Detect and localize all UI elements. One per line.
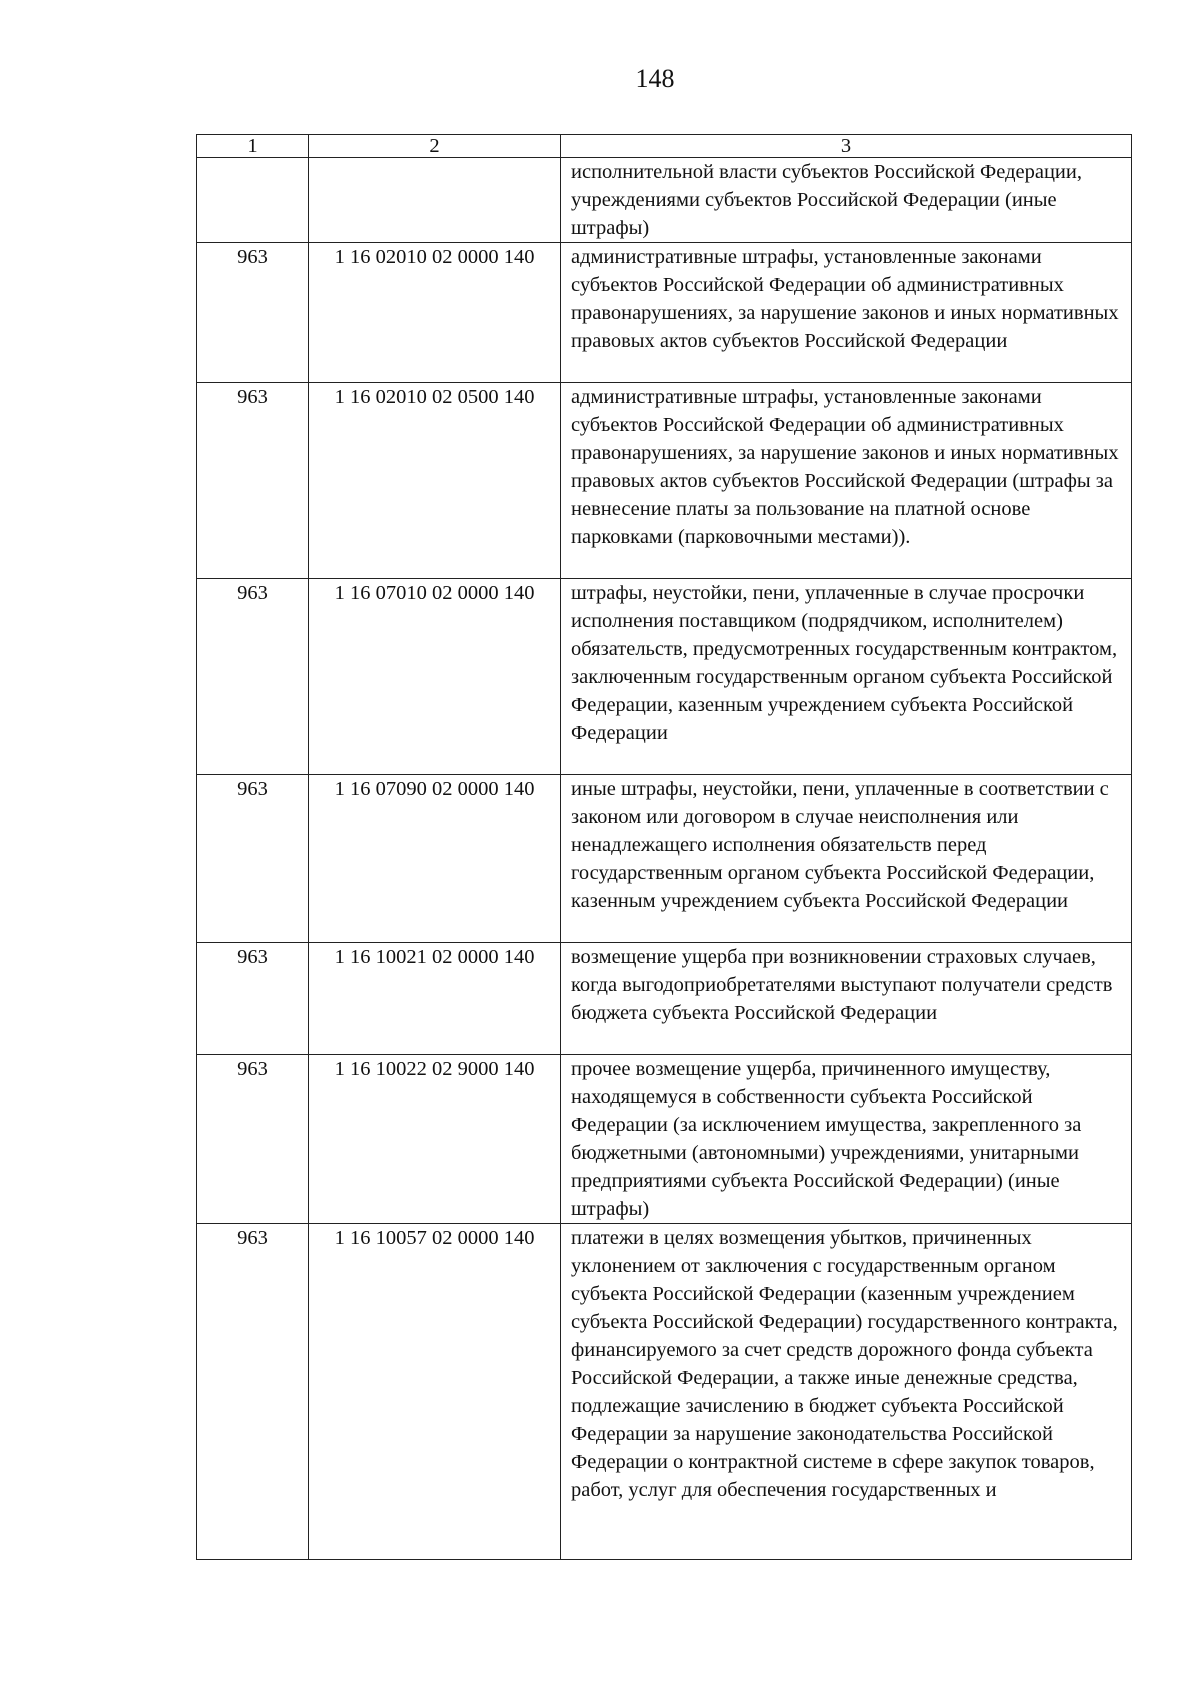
table-row: [197, 775, 1132, 943]
table-row: [197, 243, 1132, 383]
budget-code-cell: 1 16 07090 02 0000 140: [309, 775, 561, 943]
table-row: [197, 383, 1132, 579]
budget-code-cell: 1 16 10021 02 0000 140: [309, 943, 561, 1055]
description-cell: административные штрафы, установленные законами субъектов Российской Федерации об административных правонарушениях, за нарушение законов и иных нормативных правовых актов субъектов Российской Федерации (штрафы за невнесение платы за пользование на платной основе парковками (парковочными местами)).: [561, 383, 1132, 579]
budget-code-table: [196, 134, 1132, 1560]
description-cell: штрафы, неустойки, пени, уплаченные в случае просрочки исполнения поставщиком (подрядчиком, исполнителем) обязательств, предусмотренных государственным контрактом, заключенным государственным органом субъекта Российской Федерации, казенным учреждением субъекта Российской Федерации: [561, 579, 1132, 775]
description-cell: платежи в целях возмещения убытков, причиненных уклонением от заключения с государственным органом субъекта Российской Федерации (казенным учреждением субъекта Российской Федерации) государственного контракта, финансируемого за счет средств дорожного фонда субъекта Российской Федерации, а также иные денежные средства, подлежащие зачислению в бюджет субъекта Российской Федерации за нарушение законодательства Российской Федерации о контрактной системе в сфере закупок товаров, работ, услуг для обеспечения государственных и: [561, 1224, 1132, 1560]
column-header-1: 1: [197, 135, 309, 158]
page-number: 148: [635, 64, 675, 93]
budget-code-cell: 1 16 02010 02 0000 140: [309, 243, 561, 383]
admin-code-cell: 963: [197, 775, 309, 943]
admin-code-cell: 963: [197, 383, 309, 579]
admin-code-cell: 963: [197, 1224, 309, 1560]
description-cell: возмещение ущерба при возникновении страховых случаев, когда выгодоприобретателями выступают получатели средств бюджета субъекта Российской Федерации: [561, 943, 1132, 1055]
description-cell: исполнительной власти субъектов Российской Федерации, учреждениями субъектов Российской Федерации (иные штрафы): [561, 158, 1132, 243]
description-cell: прочее возмещение ущерба, причиненного имуществу, находящемуся в собственности субъекта Российской Федерации (за исключением имущества, закрепленного за бюджетными (автономными) учреждениями, унитарными предприятиями субъекта Российской Федерации) (иные штрафы): [561, 1055, 1132, 1224]
admin-code-cell: 963: [197, 1055, 309, 1224]
budget-code-cell: 1 16 10057 02 0000 140: [309, 1224, 561, 1560]
description-cell: административные штрафы, установленные законами субъектов Российской Федерации об административных правонарушениях, за нарушение законов и иных нормативных правовых актов субъектов Российской Федерации: [561, 243, 1132, 383]
table-row: [197, 943, 1132, 1055]
admin-code-cell: 963: [197, 943, 309, 1055]
budget-code-cell: 1 16 02010 02 0500 140: [309, 383, 561, 579]
admin-code-cell: 963: [197, 243, 309, 383]
admin-code-cell: [197, 158, 309, 243]
table-row: [197, 579, 1132, 775]
column-header-2: 2: [309, 135, 561, 158]
column-header-3: 3: [561, 135, 1132, 158]
table-header-row: [197, 135, 1132, 158]
table-row: [197, 1224, 1132, 1560]
description-cell: иные штрафы, неустойки, пени, уплаченные в соответствии с законом или договором в случае неисполнения или ненадлежащего исполнения обязательств перед государственным органом субъекта Российской Федерации, казенным учреждением субъекта Российской Федерации: [561, 775, 1132, 943]
table-row: [197, 158, 1132, 243]
table-row: [197, 1055, 1132, 1224]
budget-code-cell: [309, 158, 561, 243]
budget-code-cell: 1 16 07010 02 0000 140: [309, 579, 561, 775]
budget-code-cell: 1 16 10022 02 9000 140: [309, 1055, 561, 1224]
admin-code-cell: 963: [197, 579, 309, 775]
